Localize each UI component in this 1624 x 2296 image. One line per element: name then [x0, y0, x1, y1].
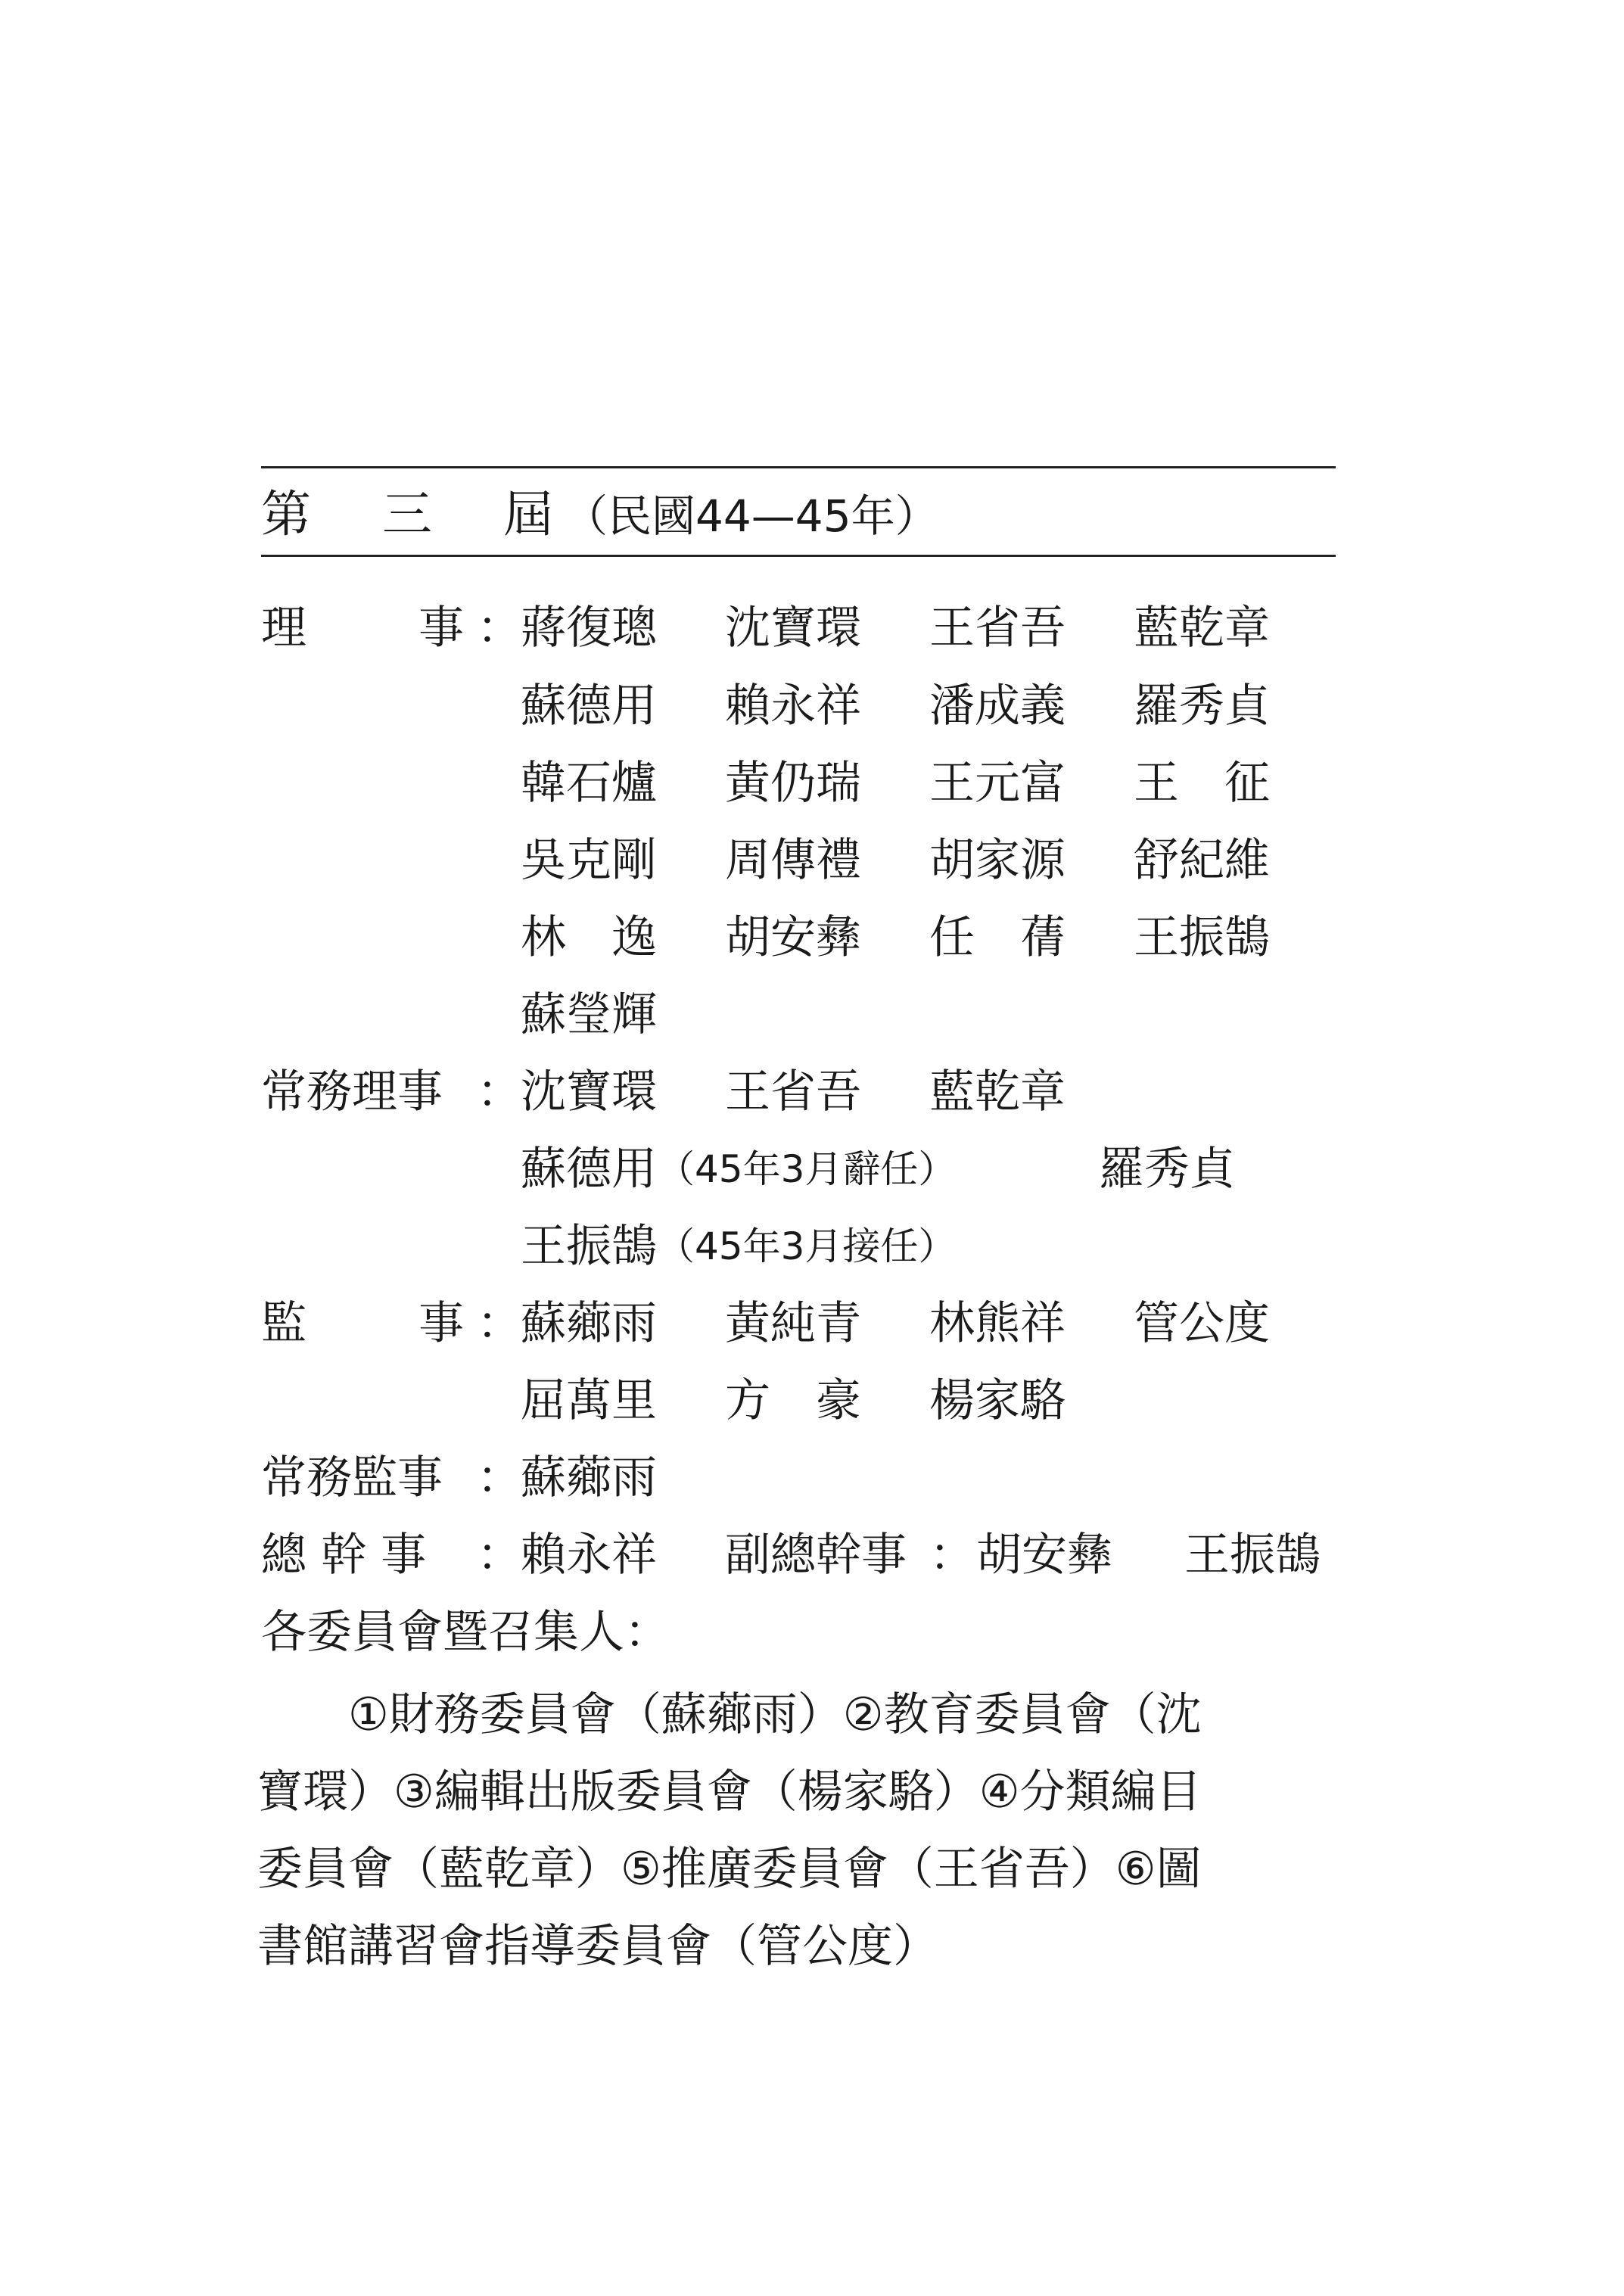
deputy-secretary-label: 副總幹事 — [725, 1529, 907, 1582]
supervisor-name: 黃純青 — [725, 1297, 861, 1350]
director-name: 羅秀貞 — [1134, 680, 1270, 733]
supervisor-name: 屈萬里 — [521, 1374, 657, 1427]
director-name: 蔣復璁 — [521, 602, 657, 655]
director-name: 王 征 — [1134, 757, 1270, 810]
general-secretary-label: 總 幹 事 — [261, 1529, 427, 1582]
deputy-secretary-name: 胡安彝 — [976, 1529, 1112, 1582]
heading-char-1: 第 — [261, 485, 311, 543]
heading-period: （民國44—45年） — [564, 490, 939, 542]
director-name: 舒紀維 — [1134, 834, 1270, 887]
supervisor-name: 蘇薌雨 — [521, 1297, 657, 1350]
standing-director-name: 藍乾章 — [929, 1066, 1066, 1118]
director-name: 胡家源 — [929, 834, 1066, 887]
director-name: 韓石爐 — [521, 757, 657, 810]
standing-directors-label: 常務理事 — [261, 1066, 443, 1118]
supervisor-name: 方 豪 — [725, 1374, 861, 1427]
committees-label: 各委員會暨召集人： — [261, 1606, 670, 1659]
supervisor-name: 林熊祥 — [929, 1297, 1066, 1350]
director-name: 林 逸 — [521, 911, 657, 964]
director-name: 黃仍瑞 — [725, 757, 861, 810]
committees-line: 寶環）③編輯出版委員會（楊家駱）④分類編目 — [257, 1766, 1202, 1818]
director-name: 王振鵠 — [1134, 911, 1270, 964]
standing-supervisor-name: 蘇薌雨 — [521, 1451, 657, 1504]
deputy-secretary-name: 王振鵠 — [1184, 1529, 1321, 1582]
committees-line: 書館講習會指導委員會（管公度） — [257, 1920, 938, 1973]
director-name: 蘇德用 — [521, 680, 657, 733]
standing-director-name: 蘇德用 — [521, 1143, 657, 1196]
standing-supervisor-label: 常務監事 — [261, 1451, 443, 1504]
committees-paragraph — [257, 1676, 1339, 1985]
standing-director-name: 羅秀貞 — [1099, 1143, 1235, 1196]
director-name: 周傳禮 — [725, 834, 861, 887]
header-bottom-rule — [261, 555, 1336, 557]
director-name: 胡安彝 — [725, 911, 861, 964]
director-name: 賴永祥 — [725, 680, 861, 733]
director-name: 任 蒨 — [929, 911, 1066, 964]
director-name: 沈寶環 — [725, 602, 861, 655]
standing-director-name: 沈寶環 — [521, 1066, 657, 1118]
director-name: 潘成義 — [929, 680, 1066, 733]
director-name: 蘇瑩輝 — [521, 988, 657, 1041]
director-name: 王省吾 — [929, 602, 1066, 655]
section-heading — [261, 484, 939, 545]
heading-char-2: 三 — [382, 485, 432, 543]
supervisor-name: 楊家駱 — [929, 1374, 1066, 1427]
supervisor-name: 管公度 — [1134, 1297, 1270, 1350]
director-name: 藍乾章 — [1134, 602, 1270, 655]
general-secretary-name: 賴永祥 — [521, 1529, 657, 1582]
standing-director-name: 王振鵠 — [521, 1220, 657, 1273]
committees-line: ①財務委員會（蘇薌雨）②教育委員會（沈 — [257, 1688, 1202, 1741]
director-name: 王元富 — [929, 757, 1066, 810]
appointment-note: （45年3月接任） — [657, 1224, 957, 1268]
committees-line: 委員會（藍乾章）⑤推廣委員會（王省吾）⑥圖 — [257, 1843, 1202, 1896]
director-name: 吳克剛 — [521, 834, 657, 887]
heading-char-3: 屆 — [503, 485, 553, 543]
resignation-note: （45年3月辭任） — [657, 1147, 957, 1191]
standing-director-name: 王省吾 — [725, 1066, 861, 1118]
header-top-rule — [261, 466, 1336, 468]
